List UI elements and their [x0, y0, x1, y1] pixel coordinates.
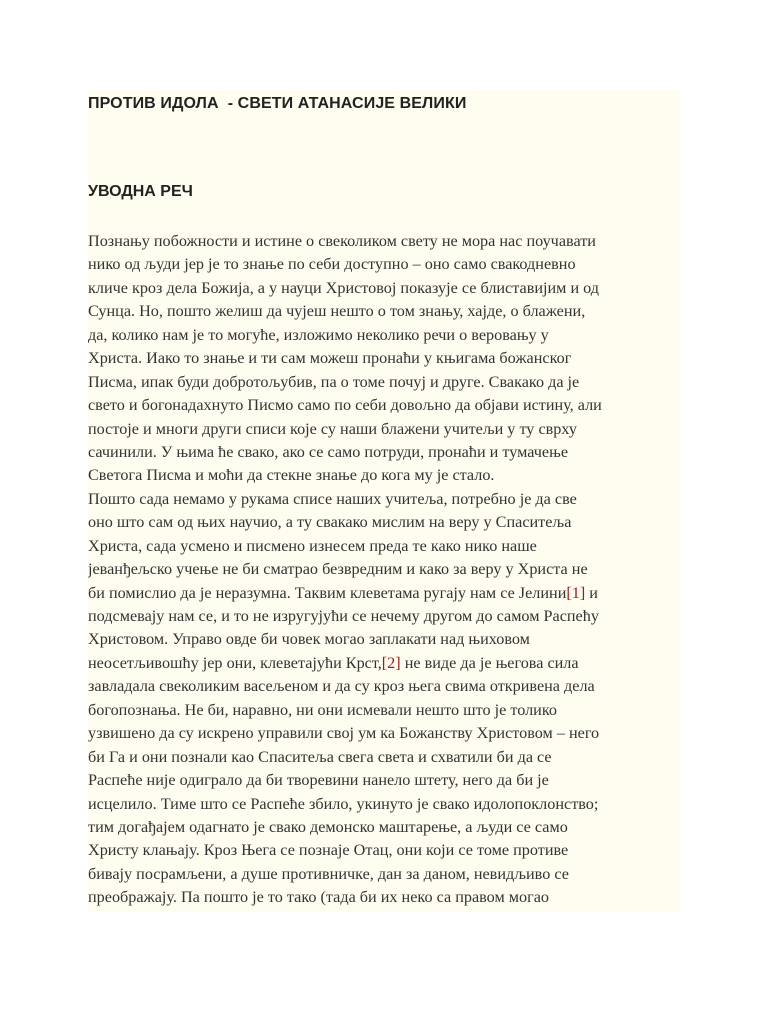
text-line-with-footnote	[88, 652, 680, 675]
text-line: Христа. Иако то знање и ти сам можеш пронаћи у књигама божанског	[88, 349, 572, 368]
text-line: нико од људи јер је то знање по себи доступно – оно само свакодневно	[88, 255, 576, 274]
document-body	[88, 230, 680, 910]
text-line: Распеће није одиграло да би творевини нанело штету, него да би је	[88, 771, 549, 790]
document-content	[88, 90, 680, 912]
text-line: сачинили. У њима ће свако, ако се само потруди, пронаћи и тумачење	[88, 442, 569, 461]
text-line: Сунца. Но, пошто желиш да чујеш нешто о том знању, хајде, о блажени,	[88, 302, 586, 321]
text-segment: и	[589, 583, 598, 602]
footnote-link-2[interactable]: [2]	[381, 653, 401, 672]
text-line: јеванђељско учење не би сматрао безвредним и како за веру у Христа не	[88, 560, 588, 579]
document-title: ПРОТИВ ИДОЛА - СВЕТИ АТАНАСИЈЕ ВЕЛИКИ	[88, 95, 467, 112]
text-line: подсмевају нам се, и то не изругујући се нечему другом до самом Распећу	[88, 607, 599, 625]
text-line-with-footnote	[88, 582, 680, 605]
text-line: Познању побожности и истине о свеколиком свету не мора нас поучавати	[88, 232, 596, 250]
text-line: завладала свеколиким васељеном и да су кроз њега свима откривена дела	[88, 677, 595, 696]
text-line: богопознања. Не би, наравно, ни они исмевали нешто што је толико	[88, 700, 557, 719]
section-heading: УВОДНА РЕЧ	[88, 183, 193, 200]
text-line: бивају посрамљени, а душе противничке, дан за даном, невидљиво се	[88, 864, 569, 883]
text-line: постоје и многи други списи које су наши блажени учитељи у ту сврху	[88, 419, 577, 438]
text-line: исцелило. Тиме што се Распеће збило, укинуто је свако идолопоклонство;	[88, 794, 599, 813]
text-line: Пошто сада немамо у рукама списе наших учитеља, потребно је да све	[88, 489, 577, 508]
text-line: Писма, ипак буди добротољубив, па о томе почуј и друге. Свакако да је	[88, 372, 580, 391]
text-line: оно што сам од њих научио, а ту свакако мислим на веру у Спаситеља	[88, 513, 572, 532]
text-line: свето и богонадахнуто Писмо само по себи довољно да објави истину, али	[88, 396, 602, 415]
text-line: да, колико нам је то могуће, изложимо неколико речи о веровању у	[88, 325, 549, 344]
text-line: узвишено да су искрено управили свој ум ка Божанству Христовом – него	[88, 724, 600, 743]
footnote-link-1[interactable]: [1]	[566, 583, 586, 602]
text-segment: не виде да је његова сила	[404, 653, 579, 672]
text-line: Христовом. Управо овде би човек могао заплакати над њиховом	[88, 630, 530, 649]
text-line: кличе кроз дела Божија, а у науци Христовој показује се блиставијим и од	[88, 278, 600, 297]
text-line: преображају. Па пошто је то тако (тада би их неко са правом могао	[88, 888, 550, 907]
text-segment: неосетљивошћу јер они, клеветајући Крст,	[88, 653, 382, 672]
text-line: тим догађајем одагнато је свако демонско маштарење, а људи се само	[88, 817, 568, 836]
text-line: Христу клањају. Кроз Њега се познаје Отац, они који се томе противе	[88, 841, 569, 860]
text-line: Христа, сада усмено и писмено изнесем преда те како нико наше	[88, 536, 537, 555]
text-line: би Га и они познали као Спаситеља свега света и схватили би да се	[88, 747, 552, 766]
text-line: Светога Писма и моћи да стекне знање до кога му је стало.	[88, 466, 495, 485]
text-segment: би помислио да је неразумна. Таквим клеветама ругају нам се Јелини	[88, 583, 567, 602]
